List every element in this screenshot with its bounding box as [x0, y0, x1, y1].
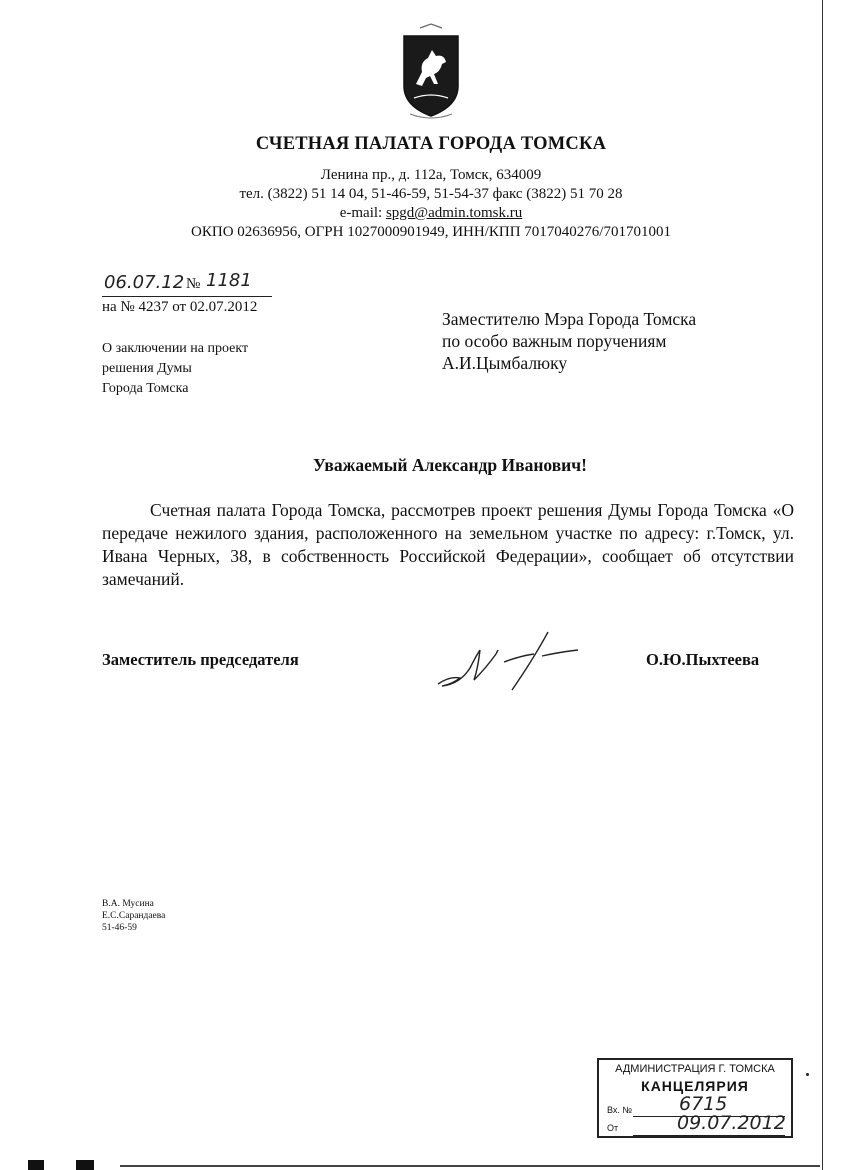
- letter-subject: [102, 339, 332, 399]
- organization-name: СЧЕТНАЯ ПАЛАТА ГОРОДА ТОМСКА: [255, 134, 607, 154]
- email-link[interactable]: spgd@admin.tomsk.ru: [385, 205, 523, 221]
- outgoing-number-label: №: [186, 276, 201, 292]
- greeting: Уважаемый Александр Иванович!: [313, 455, 587, 475]
- executor-phone: 51-46-59: [102, 923, 137, 933]
- scan-edge: [822, 0, 823, 1170]
- stamp-in-label: Вх. №: [607, 1105, 633, 1115]
- executors-block: [102, 898, 165, 934]
- outgoing-date: 06.07.12: [104, 272, 185, 293]
- executor-line: В.А. Мусина: [102, 899, 154, 909]
- executor-line: Е.С.Сарандаева: [102, 911, 166, 921]
- subject-line: Города Томска: [102, 381, 189, 396]
- stamp-header: АДМИНИСТРАЦИЯ Г. ТОМСКА: [615, 1063, 775, 1075]
- addressee-line: по особо важным поручениям: [442, 331, 667, 351]
- subject-line: О заключении на проект: [102, 341, 249, 356]
- signatory-name: О.Ю.Пыхтеева: [646, 650, 760, 669]
- stamp-title: КАНЦЕЛЯРИЯ: [641, 1078, 749, 1094]
- addressee-line: А.И.Цымбалюку: [442, 353, 568, 373]
- organization-phones: тел. (3822) 51 14 04, 51-46-59, 51-54-37 факс (3822) 51 70 28: [239, 186, 623, 202]
- organization-address: Ленина пр., д. 112а, Томск, 634009: [320, 167, 542, 183]
- signatory-title: Заместитель председателя: [102, 650, 299, 669]
- organization-codes: ОКПО 02636956, ОГРН 1027000901949, ИНН/КПП 7017040276/701701001: [191, 224, 671, 240]
- scan-blot: [76, 1160, 94, 1170]
- scan-blot: [28, 1160, 44, 1170]
- tomsk-coat-of-arms-icon: [398, 22, 464, 122]
- email-label: e-mail:: [339, 205, 386, 221]
- stamp-from-date: 09.07.2012: [677, 1112, 786, 1134]
- reference-line: на № 4237 от 02.07.2012: [102, 299, 258, 315]
- organization-email-line: [0, 204, 850, 223]
- addressee-block: [442, 308, 696, 374]
- stamp-line: [633, 1135, 785, 1136]
- letter-body: Счетная палата Города Томска, рассмотрев проект решения Думы Города Томска «О передаче нежилого здания, расположенного на земельном участке по адресу: г.Томск, ул. Ивана Черных, 38, в собственность Российской Федерации», сообщает об отсутствии замечаний.: [102, 500, 794, 589]
- registration-stamp: [597, 1058, 793, 1138]
- subject-line: решения Думы: [102, 361, 192, 376]
- handwritten-signature: [430, 628, 590, 692]
- stamp-in-number: 6715: [679, 1093, 728, 1115]
- outgoing-number: 1181: [206, 270, 252, 291]
- addressee-line: Заместителю Мэра Города Томска: [442, 309, 697, 329]
- scan-speck: [806, 1073, 809, 1076]
- outgoing-underline: [102, 296, 272, 297]
- scan-edge: [120, 1165, 820, 1167]
- stamp-from-label: От: [607, 1123, 619, 1133]
